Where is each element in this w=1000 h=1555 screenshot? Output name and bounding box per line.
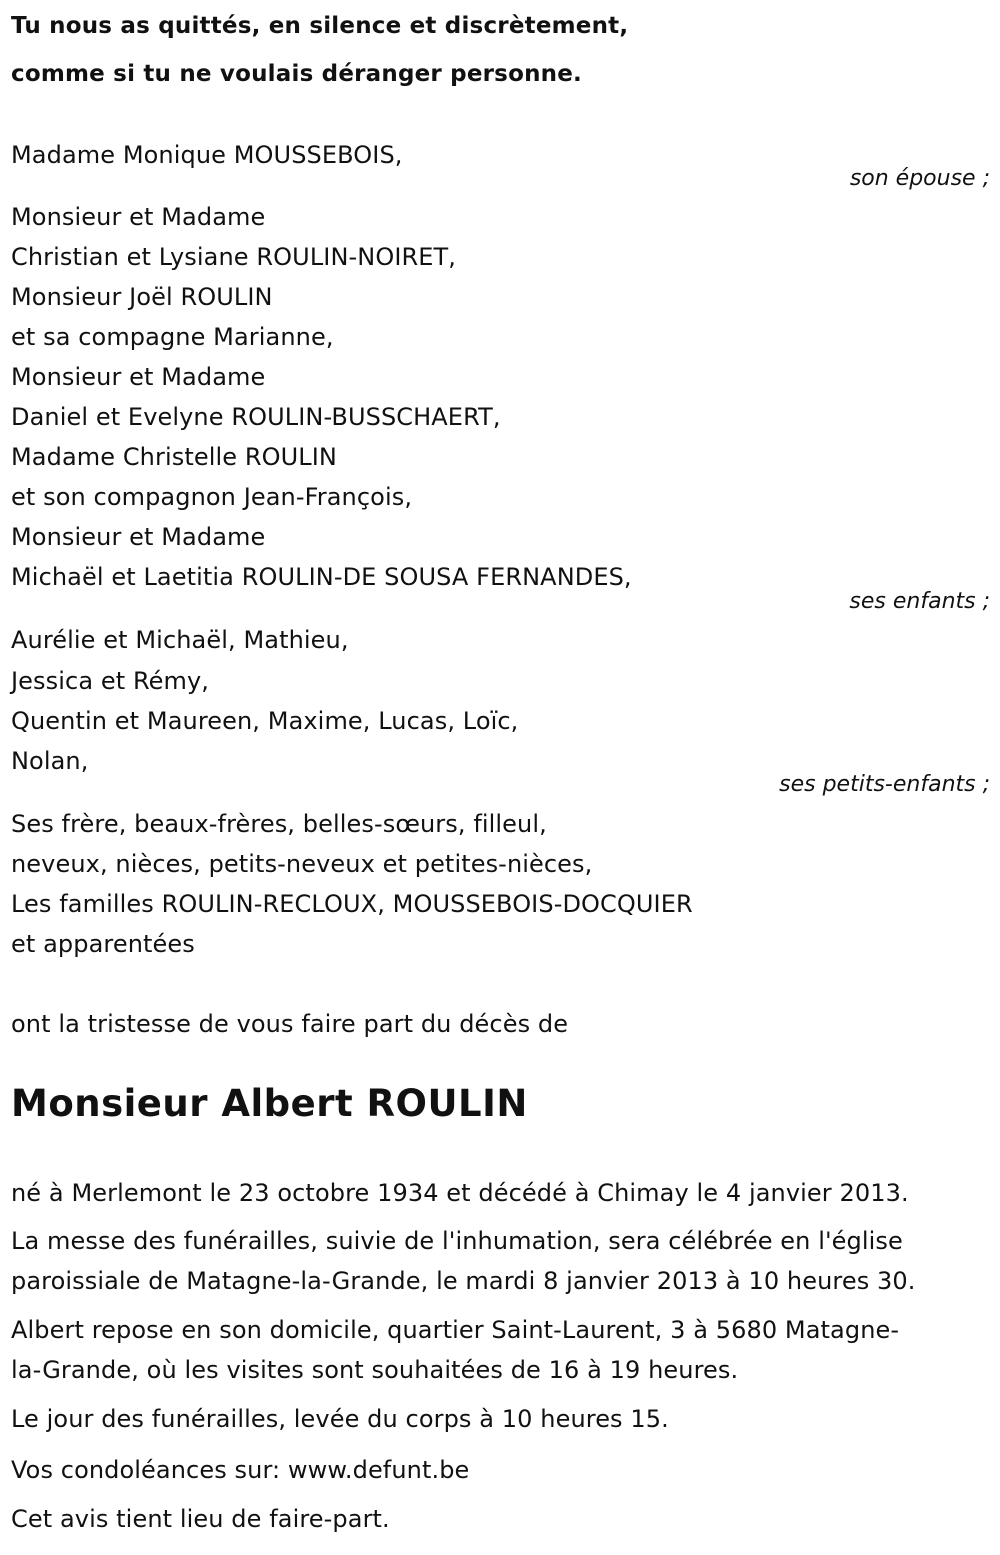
children-line: Christian et Lysiane ROULIN-NOIRET, <box>11 243 457 271</box>
rest-text-line-1: Albert repose en son domicile, quartier Saint-Laurent, 3 à 5680 Matagne- <box>11 1316 900 1344</box>
mass-text-line-1: La messe des funérailles, suivie de l'inhumation, sera célébrée en l'église <box>11 1227 903 1255</box>
rest-text-line-2: la-Grande, où les visites sont souhaitées de 16 à 19 heures. <box>11 1356 739 1384</box>
children-line: Monsieur Joël ROULIN <box>11 283 273 311</box>
grandchildren-line: Jessica et Rémy, <box>11 667 210 695</box>
children-line: Monsieur et Madame <box>11 203 266 231</box>
epigraph-line-2: comme si tu ne voulais déranger personne. <box>11 61 582 87</box>
relatives-line: Les familles ROULIN-RECLOUX, MOUSSEBOIS-DOCQUIER <box>11 890 693 918</box>
children-line: et sa compagne Marianne, <box>11 323 334 351</box>
condolences-text: Vos condoléances sur: www.defunt.be <box>11 1456 470 1484</box>
deceased-name: Monsieur Albert ROULIN <box>11 1082 528 1125</box>
mass-text-line-2: paroissiale de Matagne-la-Grande, le mardi 8 janvier 2013 à 10 heures 30. <box>11 1267 916 1295</box>
children-line: Monsieur et Madame <box>11 363 266 391</box>
grandchildren-line: Nolan, <box>11 747 89 775</box>
grandchildren-line: Aurélie et Michaël, Mathieu, <box>11 626 349 654</box>
relatives-line: Ses frère, beaux-frères, belles-sœurs, filleul, <box>11 810 547 838</box>
children-line: Madame Christelle ROULIN <box>11 443 337 471</box>
birth-death-text: né à Merlemont le 23 octobre 1934 et décédé à Chimay le 4 janvier 2013. <box>11 1179 909 1207</box>
children-line: et son compagnon Jean-François, <box>11 483 413 511</box>
epigraph-line-1: Tu nous as quittés, en silence et discrètement, <box>11 13 629 39</box>
children-role: ses enfants ; <box>849 589 990 614</box>
spouse-role: son épouse ; <box>849 166 990 191</box>
grandchildren-role: ses petits-enfants ; <box>779 772 990 797</box>
notice-text: Cet avis tient lieu de faire-part. <box>11 1505 390 1533</box>
children-line: Daniel et Evelyne ROULIN-BUSSCHAERT, <box>11 403 501 431</box>
departure-text: Le jour des funérailles, levée du corps à 10 heures 15. <box>11 1405 669 1433</box>
announcement-text: ont la tristesse de vous faire part du décès de <box>11 1010 569 1038</box>
children-line: Monsieur et Madame <box>11 523 266 551</box>
children-line: Michaël et Laetitia ROULIN-DE SOUSA FERNANDES, <box>11 563 632 591</box>
relatives-line: neveux, nièces, petits-neveux et petites-nièces, <box>11 850 593 878</box>
spouse-name: Madame Monique MOUSSEBOIS, <box>11 141 403 169</box>
grandchildren-line: Quentin et Maureen, Maxime, Lucas, Loïc, <box>11 707 519 735</box>
relatives-line: et apparentées <box>11 930 195 958</box>
